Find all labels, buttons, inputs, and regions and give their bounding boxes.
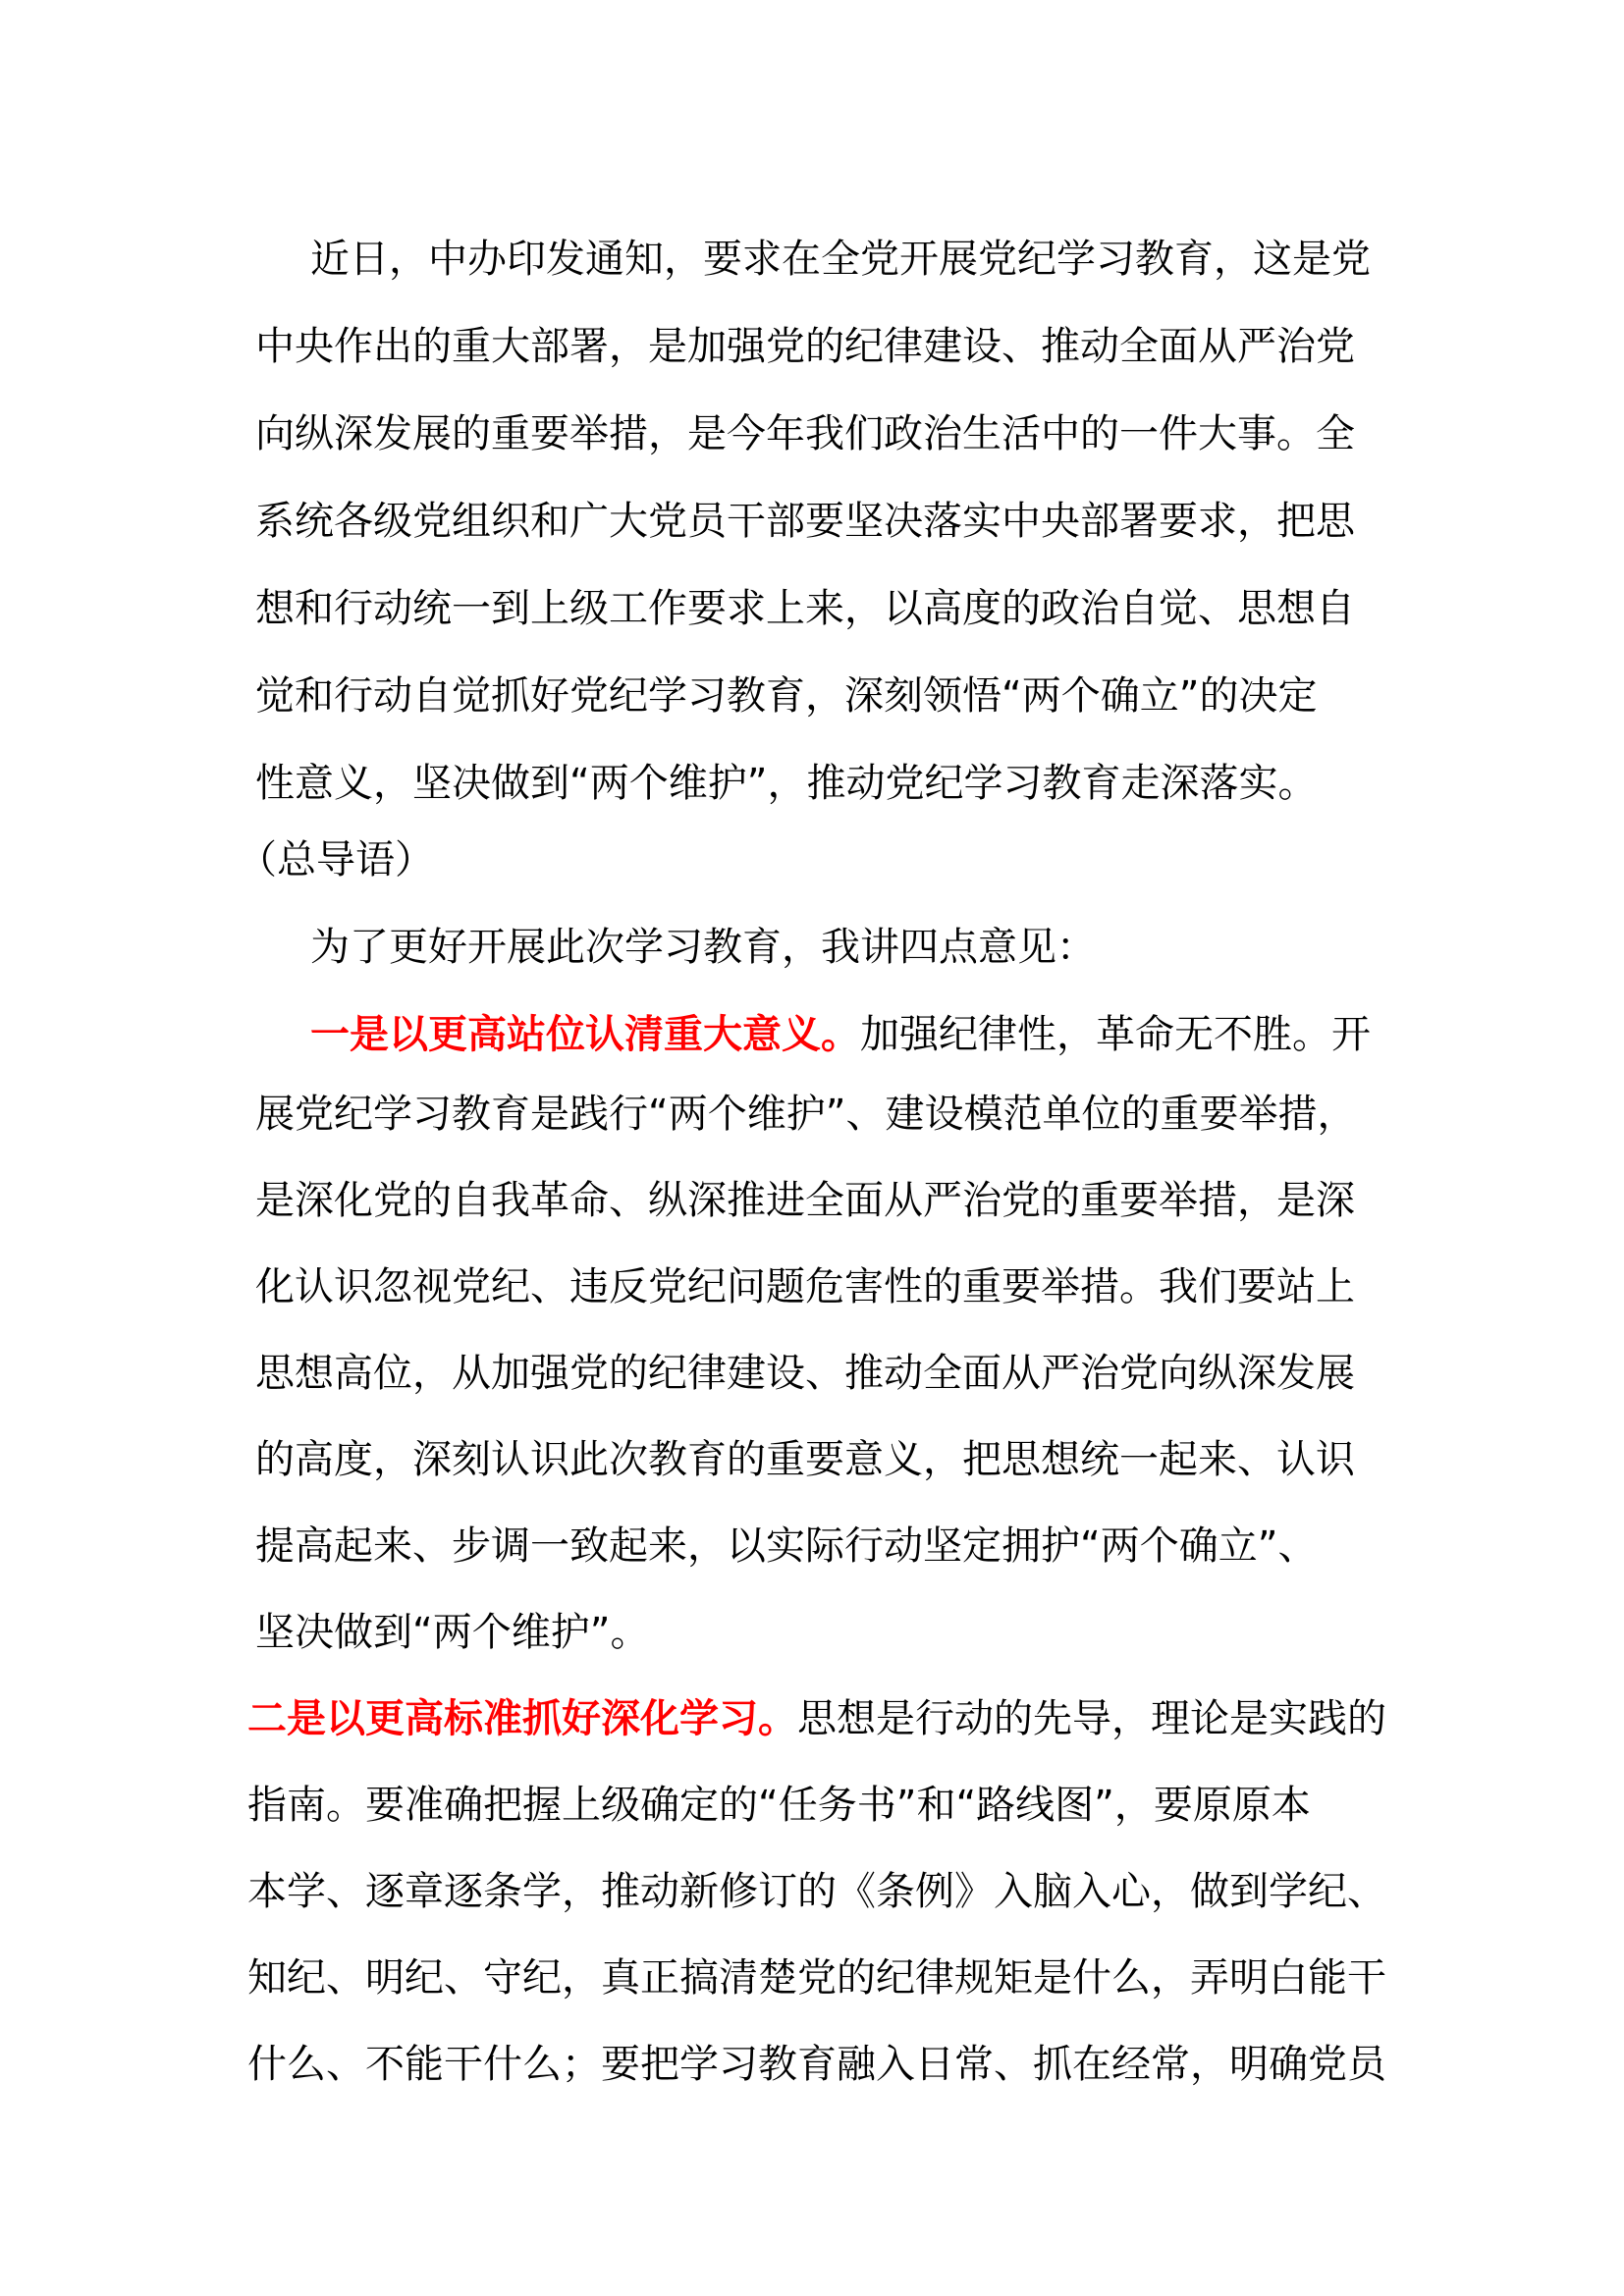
p1-line-2: 中央作出的重大部署，是加强党的纪律建设、推动全面从严治党 [255, 324, 1355, 369]
p4-line-3: 本学、逐章逐条学，推动新修订的《条例》入脑入心，做到学纪、 [247, 1869, 1386, 1914]
p1-line-6: 觉和行动自觉抓好党纪学习教育，深刻领悟“两个确立”的决定 [255, 673, 1318, 719]
p4-line-1 [247, 1691, 1386, 1746]
p3-line-2: 展党纪学习教育是践行“两个维护”、建设模范单位的重要举措， [255, 1092, 1357, 1137]
p3-line-4: 化认识忽视党纪、违反党纪问题危害性的重要举措。我们要站上 [255, 1264, 1355, 1309]
p1-line-1: 近日，中办印发通知，要求在全党开展党纪学习教育，这是党 [310, 237, 1371, 282]
p1-line-5: 想和行动统一到上级工作要求上来，以高度的政治自觉、思想自 [255, 586, 1355, 631]
p3-line-7: 提高起来、步调一致起来，以实际行动坚定拥护“两个确立”、 [255, 1523, 1318, 1569]
p1-line-3: 向纵深发展的重要举措，是今年我们政治生活中的一件大事。全 [255, 411, 1355, 456]
p1-line-7: 性意义，坚决做到“两个维护”，推动党纪学习教育走深落实。 [255, 761, 1318, 806]
p4-line-2: 指南。要准确把握上级确定的“任务书”和“路线图”，要原原本 [247, 1783, 1311, 1828]
p2-line-1: 为了更好开展此次学习教育，我讲四点意见： [310, 925, 1096, 970]
p1-line-8: （总导语） [238, 837, 434, 882]
p4-first-line-rest: 思想是行动的先导，理论是实践的 [797, 1696, 1386, 1741]
p3-line-1 [310, 1007, 1371, 1062]
p3-line-5: 思想高位，从加强党的纪律建设、推动全面从严治党向纵深发展 [255, 1351, 1355, 1396]
p3-first-line-rest: 加强纪律性，革命无不胜。开 [860, 1012, 1371, 1057]
p3-line-3: 是深化党的自我革命、纵深推进全面从严治党的重要举措，是深 [255, 1178, 1355, 1223]
p4-line-5: 什么、不能干什么；要把学习教育融入日常、抓在经常，明确党员 [247, 2042, 1386, 2087]
p3-heading: 一是以更高站位认清重大意义。 [310, 1012, 860, 1057]
p3-line-8: 坚决做到“两个维护”。 [255, 1610, 650, 1655]
p4-heading: 二是以更高标准抓好深化学习。 [247, 1696, 797, 1741]
p3-line-6: 的高度，深刻认识此次教育的重要意义，把思想统一起来、认识 [255, 1437, 1355, 1482]
p4-line-4: 知纪、明纪、守纪，真正搞清楚党的纪律规矩是什么，弄明白能干 [247, 1955, 1386, 2001]
p1-line-4: 系统各级党组织和广大党员干部要坚决落实中央部署要求，把思 [255, 499, 1355, 544]
